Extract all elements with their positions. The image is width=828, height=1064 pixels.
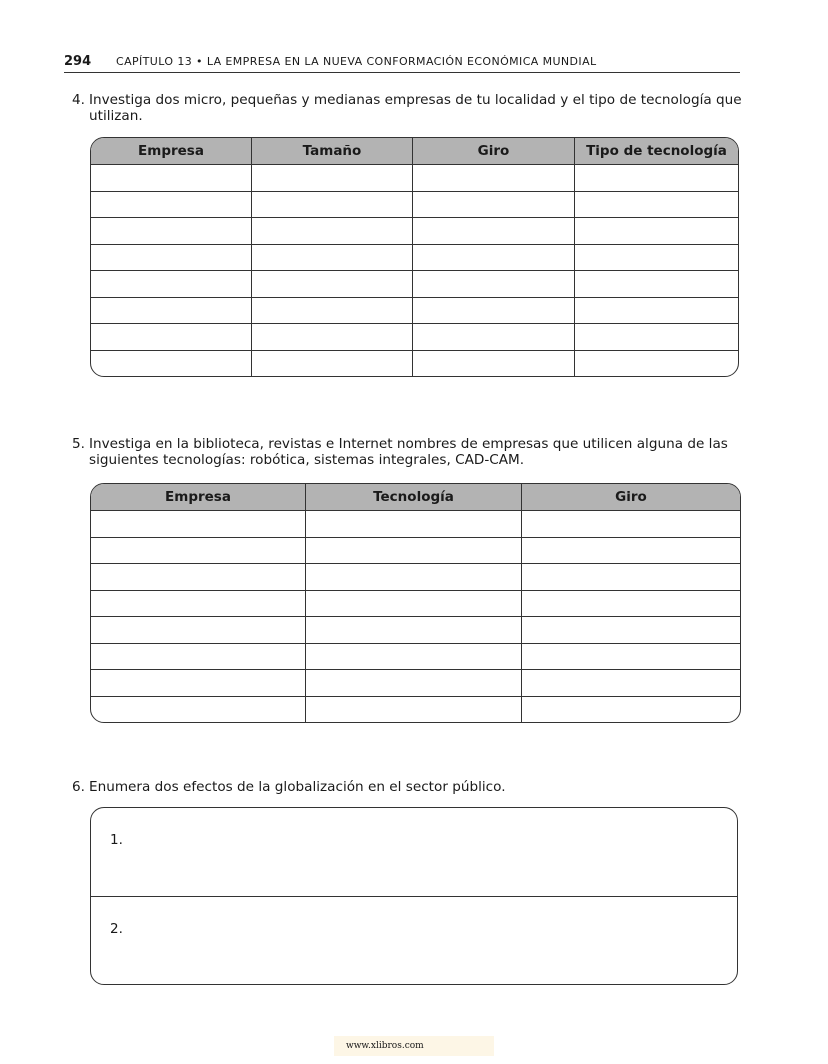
table-cell[interactable] [91,165,252,192]
table-cell[interactable] [575,298,738,325]
table-cell[interactable] [522,617,740,644]
question-5-number: 5. [72,436,85,452]
table-cell[interactable] [91,298,252,325]
table-row [91,644,740,671]
page-header [64,54,740,73]
table-row [91,591,740,618]
table-row [91,617,740,644]
table-cell[interactable] [91,192,252,219]
table-cell[interactable] [522,564,740,591]
column-header-tipo-tecnologia: Tipo de tecnología [575,138,738,165]
table-cell[interactable] [575,165,738,192]
table-cell[interactable] [575,192,738,219]
column-header-tecnologia: Tecnología [306,484,522,511]
table-cell[interactable] [522,644,740,671]
table-cell[interactable] [306,564,522,591]
table-cell[interactable] [252,271,413,298]
table-row [91,192,738,219]
table-cell[interactable] [91,644,306,671]
question-5 [72,436,748,468]
table-cell[interactable] [306,617,522,644]
table-cell[interactable] [413,351,575,377]
table-row [91,271,738,298]
table-row [91,697,740,723]
column-header-empresa: Empresa [91,484,306,511]
table-cell[interactable] [91,245,252,272]
footer-watermark [334,1036,494,1056]
question-4-number: 4. [72,92,85,108]
column-header-empresa: Empresa [91,138,252,165]
table-header-row [91,138,738,165]
table-cell[interactable] [575,271,738,298]
answer-label-1: 1. [110,832,123,848]
table-cell[interactable] [252,245,413,272]
table-cell[interactable] [252,192,413,219]
table-cell[interactable] [306,538,522,565]
column-header-giro: Giro [522,484,740,511]
table-cell[interactable] [91,218,252,245]
watermark-text: www.xlibros.com [346,1041,424,1051]
question-5-line-2: siguientes tecnologías: robótica, sistemas integrales, CAD-CAM. [89,452,525,468]
table-cell[interactable] [413,165,575,192]
table-cell[interactable] [306,670,522,697]
table-cell[interactable] [91,617,306,644]
table-cell[interactable] [91,697,306,723]
question-6 [72,779,748,795]
table-header-row [91,484,740,511]
table-row [91,670,740,697]
answer-row-1[interactable] [91,808,737,896]
table-cell[interactable] [413,298,575,325]
table-cell[interactable] [413,218,575,245]
running-head: CAPÍTULO 13 • LA EMPRESA EN LA NUEVA CONFORMACIÓN ECONÓMICA MUNDIAL [116,55,597,68]
table-cell[interactable] [252,351,413,377]
table-cell[interactable] [91,670,306,697]
table-cell[interactable] [522,511,740,538]
table-cell[interactable] [413,192,575,219]
table-cell[interactable] [306,511,522,538]
table-cell[interactable] [91,564,306,591]
table-cell[interactable] [91,324,252,351]
table-cell[interactable] [91,591,306,618]
table-cell[interactable] [413,324,575,351]
table-cell[interactable] [252,324,413,351]
column-header-tamano: Tamaño [252,138,413,165]
table-cell[interactable] [575,245,738,272]
table-row [91,165,738,192]
question-5-line-1: Investiga en la biblioteca, revistas e Internet nombres de empresas que utilicen alguna de las [89,436,728,452]
question-4 [72,92,748,124]
table-cell[interactable] [522,591,740,618]
column-header-giro: Giro [413,138,575,165]
table-row [91,351,738,377]
table-cell[interactable] [252,165,413,192]
table-cell[interactable] [575,351,738,377]
table-cell[interactable] [91,271,252,298]
table-cell[interactable] [91,511,306,538]
answer-row-2[interactable] [91,896,737,985]
table-cell[interactable] [575,324,738,351]
table-cell[interactable] [252,298,413,325]
question-4-table [90,137,739,377]
table-row [91,298,738,325]
table-cell[interactable] [306,697,522,723]
table-cell[interactable] [522,670,740,697]
table-row [91,218,738,245]
table-cell[interactable] [413,245,575,272]
question-6-text: Enumera dos efectos de la globalización en el sector público. [89,779,506,795]
table-cell[interactable] [575,218,738,245]
table-cell[interactable] [413,271,575,298]
table-row [91,564,740,591]
table-cell[interactable] [522,538,740,565]
answer-label-2: 2. [110,921,123,937]
question-5-table [90,483,741,723]
table-cell[interactable] [91,351,252,377]
page-number: 294 [64,54,92,69]
question-4-line-2: utilizan. [89,108,143,124]
question-6-number: 6. [72,779,85,795]
table-row [91,511,740,538]
question-4-line-1: Investiga dos micro, pequeñas y medianas empresas de tu localidad y el tipo de tecnología que [89,92,742,108]
table-row [91,245,738,272]
question-6-answer-box [90,807,738,985]
table-row [91,324,738,351]
table-cell[interactable] [306,591,522,618]
table-cell[interactable] [91,538,306,565]
table-cell[interactable] [522,697,740,723]
table-cell[interactable] [306,644,522,671]
table-cell[interactable] [252,218,413,245]
table-row [91,538,740,565]
